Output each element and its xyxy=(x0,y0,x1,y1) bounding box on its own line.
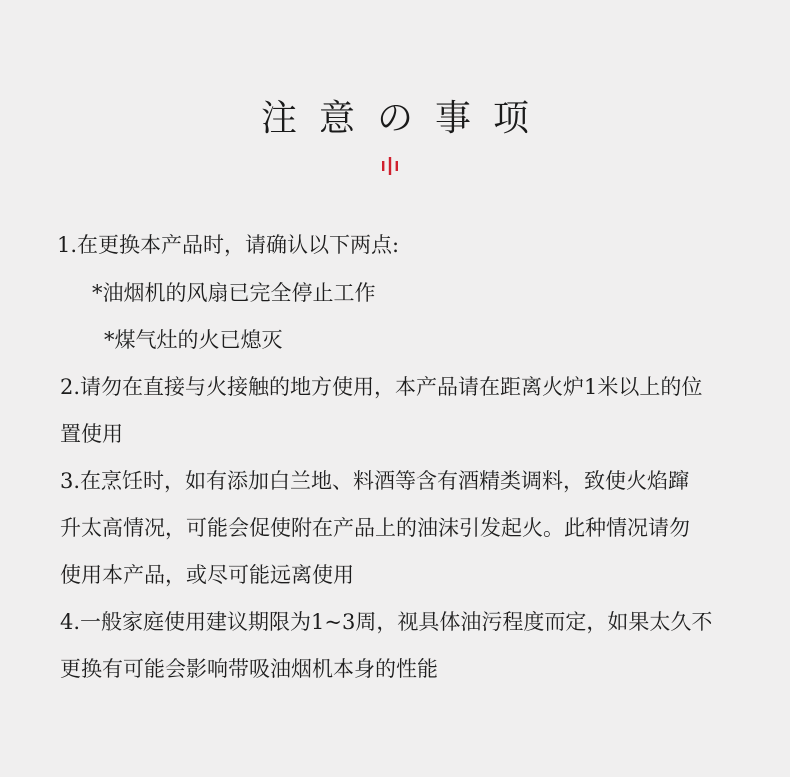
notice-item-4-line-1: 4.一般家庭使用建议期限为1~3周，视具体油污程度而定，如果太久不 xyxy=(60,610,713,634)
notice-item-1-sub-1: *油烟机的风扇已完全停止工作 xyxy=(92,281,376,305)
notice-item-1-heading: 1.在更换本产品时，请确认以下两点: xyxy=(57,233,400,257)
three-vertical-bars-icon xyxy=(381,157,399,175)
notice-item-2-line-1: 2.请勿在直接与火接触的地方使用，本产品请在距离火炉1米以上的位 xyxy=(60,375,703,399)
notice-item-1-sub-2: *煤气灶的火已熄灭 xyxy=(104,328,283,352)
notice-item-2-line-2: 置使用 xyxy=(60,422,123,446)
notice-item-3-line-3: 使用本产品，或尽可能远离使用 xyxy=(60,563,354,587)
notice-item-3-line-2: 升太高情况，可能会促使附在产品上的油沫引发起火。此种情况请勿 xyxy=(60,516,690,540)
notice-item-4-line-2: 更换有可能会影响带吸油烟机本身的性能 xyxy=(60,657,438,681)
notice-item-3-line-1: 3.在烹饪时，如有添加白兰地、料酒等含有酒精类调料，致使火焰蹿 xyxy=(60,469,690,493)
page-title: 注意の事项 xyxy=(260,98,551,139)
